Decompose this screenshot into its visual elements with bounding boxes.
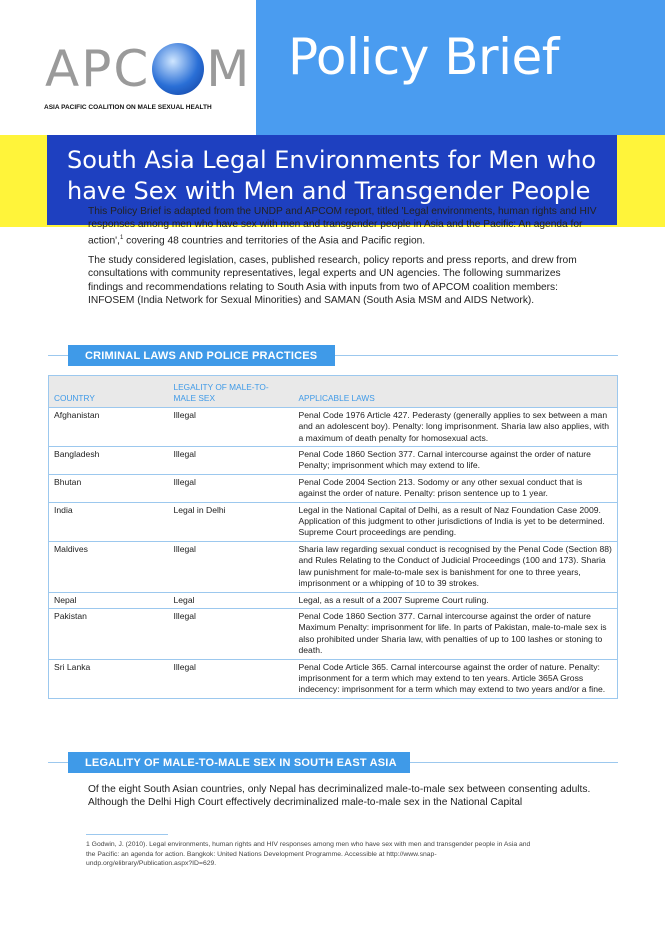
cell-laws: Legal in the National Capital of Delhi, as a result of Naz Foundation Case 2009. Application of this judgment to other jurisdictions of India is yet to be determined. Supreme Court proceedings are pending. — [294, 502, 618, 541]
footnote-divider — [86, 834, 168, 835]
column-header: COUNTRY — [49, 376, 169, 408]
cell-country: Pakistan — [49, 608, 169, 659]
intro-paragraph: The study considered legislation, cases, published research, policy reports and press reports, and drew from consultations with community representatives, legal experts and UN agencies. The following summarizes findings and recommendations relating to South Asia with inputs from two of APCOM coalition members: INFOSEM (India Network for Sexual Minorities) and SAMAN (South Asia MSM and AIDS Network). — [88, 255, 577, 306]
logo-letters-left: APC — [45, 40, 151, 98]
table-row — [49, 474, 618, 502]
footnote-ref[interactable]: 1 — [119, 234, 124, 241]
cell-laws: Sharia law regarding sexual conduct is recognised by the Penal Code (Section 88) and Rules Relating to the Conduct of Judicial Proceedings (100 and 173). Sharia law punishment for male-to-male sex is banishment for one to three years, imprisonment or a whipping of 10 to 39 strokes. — [294, 541, 618, 592]
logo-subtitle: ASIA PACIFIC COALITION ON MALE SEXUAL HEALTH — [44, 104, 212, 111]
cell-legality: Illegal — [169, 541, 294, 592]
cell-country: Maldives — [49, 541, 169, 592]
title-line: South Asia Legal Environments for Men who — [67, 146, 597, 174]
cell-legality: Illegal — [169, 474, 294, 502]
column-header: APPLICABLE LAWS — [294, 376, 618, 408]
table-row — [49, 659, 618, 698]
table-row — [49, 407, 618, 446]
cell-legality: Illegal — [169, 447, 294, 475]
table-row — [49, 592, 618, 608]
logo-letters-right: M — [206, 40, 252, 98]
table-row — [49, 541, 618, 592]
footnote: 1 Godwin, J. (2010). Legal environments, human rights and HIV responses among men who have sex with men and transgender people in Asia and the Pacific: an agenda for action. Bangkok: United Nations Development Programme. Accessible at http://www.snap-undp.org/elibrary/Publication.aspx?ID=629. — [86, 841, 531, 868]
cell-country: Bangladesh — [49, 447, 169, 475]
cell-country: Afghanistan — [49, 407, 169, 446]
cell-legality: Legal in Delhi — [169, 502, 294, 541]
cell-legality: Illegal — [169, 608, 294, 659]
cell-laws: Penal Code 1860 Section 377. Carnal intercourse against the order of nature Penalty; imprisonment which may extend to life. — [294, 447, 618, 475]
intro-paragraph — [88, 205, 598, 247]
section-heading: LEGALITY OF MALE-TO-MALE SEX IN SOUTH EAST ASIA — [68, 752, 410, 773]
cell-laws: Penal Code 1860 Section 377. Carnal intercourse against the order of nature Maximum Penalty: imprisonment for life. In parts of Pakistan, male-to-male sex is also prohibited under Sharia law, with penalties of up to 100 lashes or stoning to death. — [294, 608, 618, 659]
globe-icon — [152, 43, 204, 95]
cell-legality: Illegal — [169, 407, 294, 446]
apcom-logo — [40, 40, 250, 125]
logo-wordmark — [45, 40, 251, 98]
table-row — [49, 447, 618, 475]
intro-text: This Policy Brief is adapted from the UNDP and APCOM report, titled 'Legal environments, human rights and HIV responses among men who have sex with men and transgender people in Asia and the Pacific: An agenda for action', — [88, 206, 597, 246]
cell-laws: Penal Code 1976 Article 427. Pederasty (generally applies to sex between a man and an adolescent boy). Penalty: long imprisonment. Sharia law also applies, with a maximum of death penalty for homosexual acts. — [294, 407, 618, 446]
body-paragraph: Of the eight South Asian countries, only Nepal has decriminalized male-to-male sex between consenting adults. Although the Delhi High Court effectively decriminalized male-to-male sex in the National Capital — [88, 784, 591, 809]
column-header: LEGALITY OF MALE-TO-MALE SEX — [169, 376, 294, 408]
title-line: have Sex with Men and Transgender People — [67, 177, 591, 205]
cell-laws: Penal Code Article 365. Carnal intercourse against the order of nature. Penalty: imprisonment for a term which may extend to ten years. Article 365A Gross indecency: imprisonment for a term which may extend to two years and/or a fine. — [294, 659, 618, 698]
cell-legality: Illegal — [169, 659, 294, 698]
cell-laws: Penal Code 2004 Section 213. Sodomy or any other sexual conduct that is against the order of nature. Penalty: prison sentence up to 1 year. — [294, 474, 618, 502]
table-row — [49, 608, 618, 659]
doc-type: Policy Brief — [288, 28, 559, 86]
cell-country: Sri Lanka — [49, 659, 169, 698]
section-heading: CRIMINAL LAWS AND POLICE PRACTICES — [68, 345, 335, 366]
criminal-laws-table — [48, 375, 618, 699]
table-row — [49, 502, 618, 541]
cell-country: Bhutan — [49, 474, 169, 502]
intro-text: covering 48 countries and territories of the Asia and Pacific region. — [123, 234, 426, 246]
cell-legality: Legal — [169, 592, 294, 608]
cell-country: India — [49, 502, 169, 541]
cell-laws: Legal, as a result of a 2007 Supreme Court ruling. — [294, 592, 618, 608]
cell-country: Nepal — [49, 592, 169, 608]
